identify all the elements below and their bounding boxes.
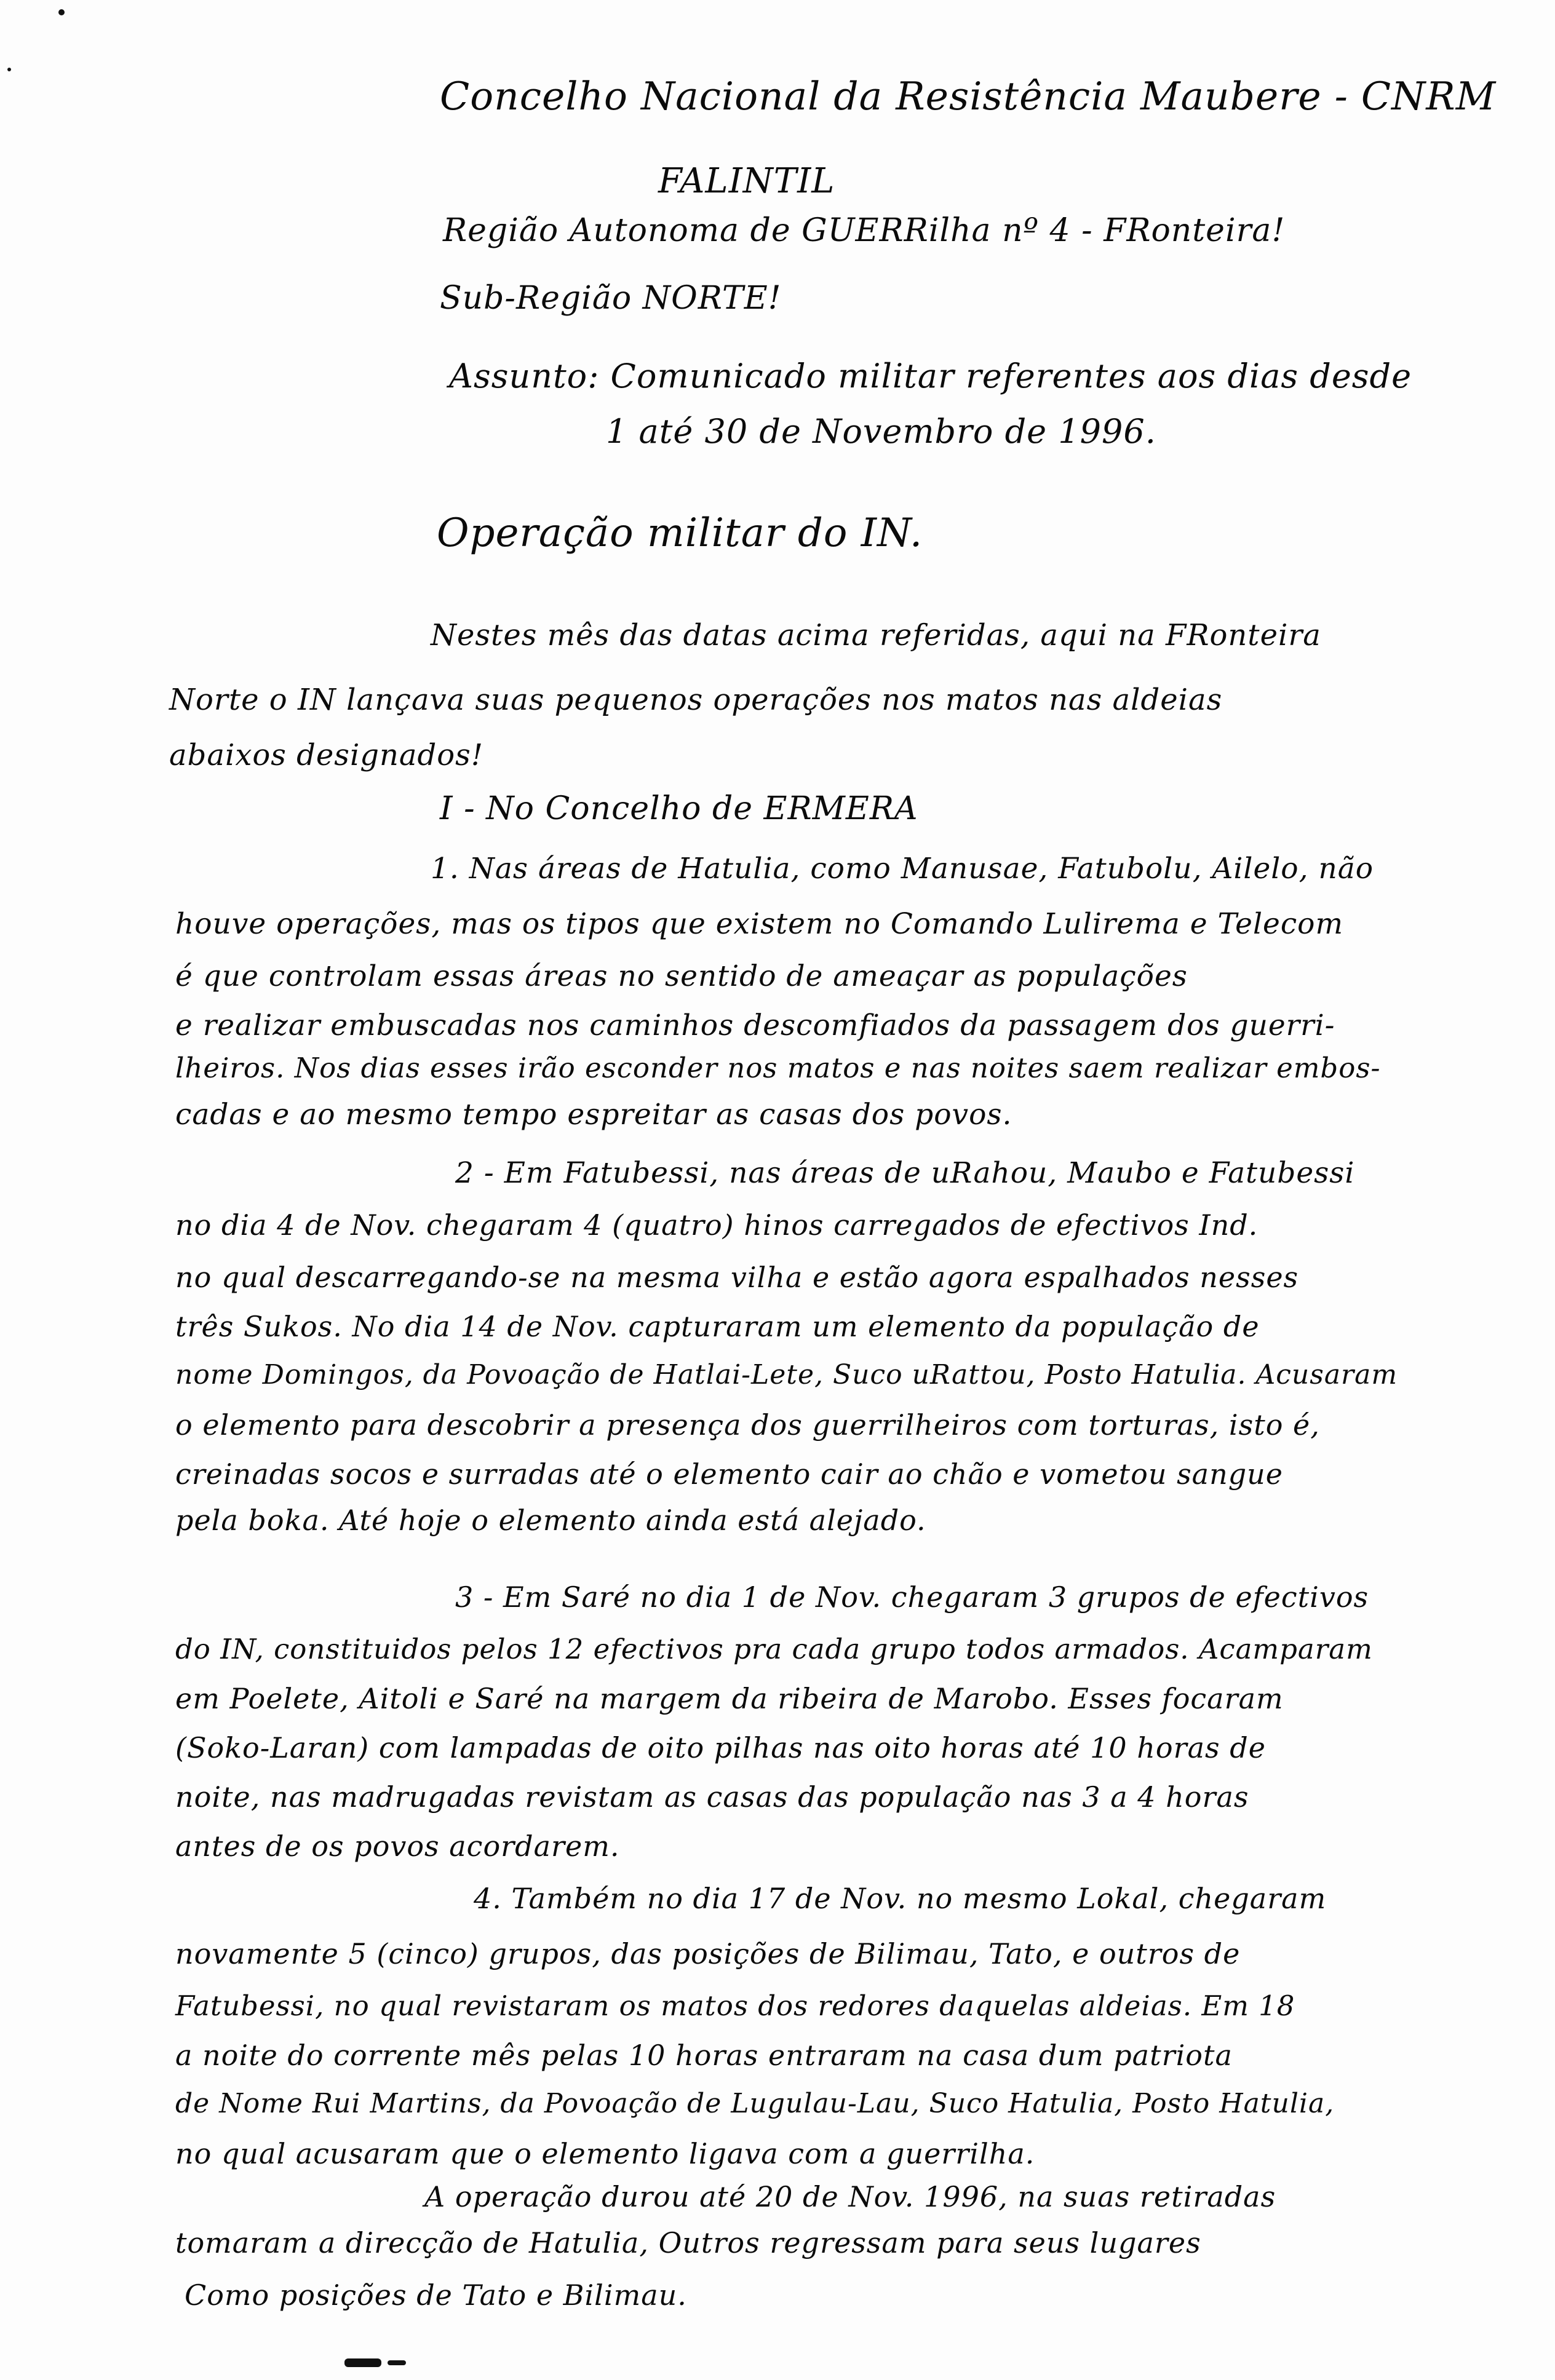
ink-mark [344,2358,381,2367]
paragraph-4-line-1: 4. Também no dia 17 de Nov. no mesmo Lokal, chegaram [474,1882,1327,1915]
ink-mark [58,9,65,15]
subject-line-1: Assunto: Comunicado militar referentes aos dias desde [449,357,1412,395]
paragraph-1-line-4: e realizar embuscadas nos caminhos descomfiados da passagem dos guerri- [175,1009,1335,1042]
region-line: Região Autonoma de GUERRilha nº 4 - FRonteira! [443,212,1286,249]
paragraph-3-line-6: antes de os povos acordarem. [175,1830,620,1863]
paragraph-3-line-4: (Soko-Laran) com lampadas de oito pilhas nas oito horas até 10 horas de [175,1731,1266,1764]
paragraph-2-line-2: no dia 4 de Nov. chegaram 4 (quatro) hinos carregados de efectivos Ind. [175,1208,1259,1242]
paragraph-2-line-4: três Sukos. No dia 14 de Nov. capturaram um elemento da população de [175,1310,1260,1343]
paragraph-2-line-1: 2 - Em Fatubessi, nas áreas de uRahou, Maubo e Fatubessi [455,1156,1355,1190]
paragraph-4-line-6: no qual acusaram que o elemento ligava com a guerrilha. [175,2137,1035,2170]
ink-mark [7,68,11,71]
ink-mark [388,2360,406,2365]
paragraph-3-line-1: 3 - Em Saré no dia 1 de Nov. chegaram 3 grupos de efectivos [455,1581,1369,1614]
paragraph-1-line-2: houve operações, mas os tipos que existem no Comando Lulirema e Telecom [175,907,1344,941]
paragraph-2-line-5: nome Domingos, da Povoação de Hatlai-Lete, Suco uRattou, Posto Hatulia. Acusaram [175,1359,1398,1390]
section-title: Operação militar do IN. [437,510,923,556]
subject-line-2: 1 até 30 de Novembro de 1996. [606,412,1156,451]
intro-line-2: Norte o IN lançava suas pequenos operações nos matos nas aldeias [169,683,1223,717]
intro-line-1: Nestes mês das datas acima referidas, aqui na FRonteira [431,618,1321,653]
paragraph-2-line-6: o elemento para descobrir a presença dos guerrilheiros com torturas, isto é, [175,1408,1320,1442]
document-title: Concelho Nacional da Resistência Maubere - CNRM [440,74,1497,119]
subsection-title: I - No Concelho de ERMERA [440,790,918,827]
paragraph-1-line-6: cadas e ao mesmo tempo espreitar as casas dos povos. [175,1098,1012,1132]
paragraph-4-line-7: A operação durou até 20 de Nov. 1996, na suas retiradas [424,2180,1276,2213]
paragraph-1-line-3: é que controlam essas áreas no sentido de ameaçar as populações [175,959,1188,993]
paragraph-3-line-2: do IN, constituidos pelos 12 efectivos pra cada grupo todos armados. Acamparam [175,1633,1373,1665]
paragraph-1-line-5: lheiros. Nos dias esses irão esconder nos matos e nas noites saem realizar embos- [175,1052,1381,1084]
paragraph-4-line-4: a noite do corrente mês pelas 10 horas entraram na casa dum patriota [175,2039,1233,2072]
paragraph-2-line-3: no qual descarregando-se na mesma vilha e estão agora espalhados nesses [175,1261,1299,1294]
paragraph-1-line-1: 1. Nas áreas de Hatulia, como Manusae, Fatubolu, Ailelo, não [431,852,1374,886]
paragraph-4-line-2: novamente 5 (cinco) grupos, das posições de Bilimau, Tato, e outros de [175,1937,1241,1970]
paragraph-4-line-8: tomaram a direcção de Hatulia, Outros regressam para seus lugares [175,2226,1201,2259]
paragraph-2-line-7: creinadas socos e surradas até o elemento cair ao chão e vometou sangue [175,1458,1284,1491]
paragraph-4-line-9: Como posições de Tato e Bilimau. [185,2279,687,2312]
subregion-line: Sub-Região NORTE! [440,280,782,317]
paragraph-4-line-5: de Nome Rui Martins, da Povoação de Lugulau-Lau, Suco Hatulia, Posto Hatulia, [175,2088,1335,2119]
paragraph-2-line-8: pela boka. Até hoje o elemento ainda está alejado. [175,1504,926,1537]
paragraph-3-line-5: noite, nas madrugadas revistam as casas das população nas 3 a 4 horas [175,1780,1249,1814]
intro-line-3: abaixos designados! [169,738,484,772]
paragraph-4-line-3: Fatubessi, no qual revistaram os matos dos redores daquelas aldeias. Em 18 [175,1989,1295,2022]
paragraph-3-line-3: em Poelete, Aitoli e Saré na margem da ribeira de Marobo. Esses focaram [175,1682,1284,1715]
organization-name: FALINTIL [658,161,835,201]
